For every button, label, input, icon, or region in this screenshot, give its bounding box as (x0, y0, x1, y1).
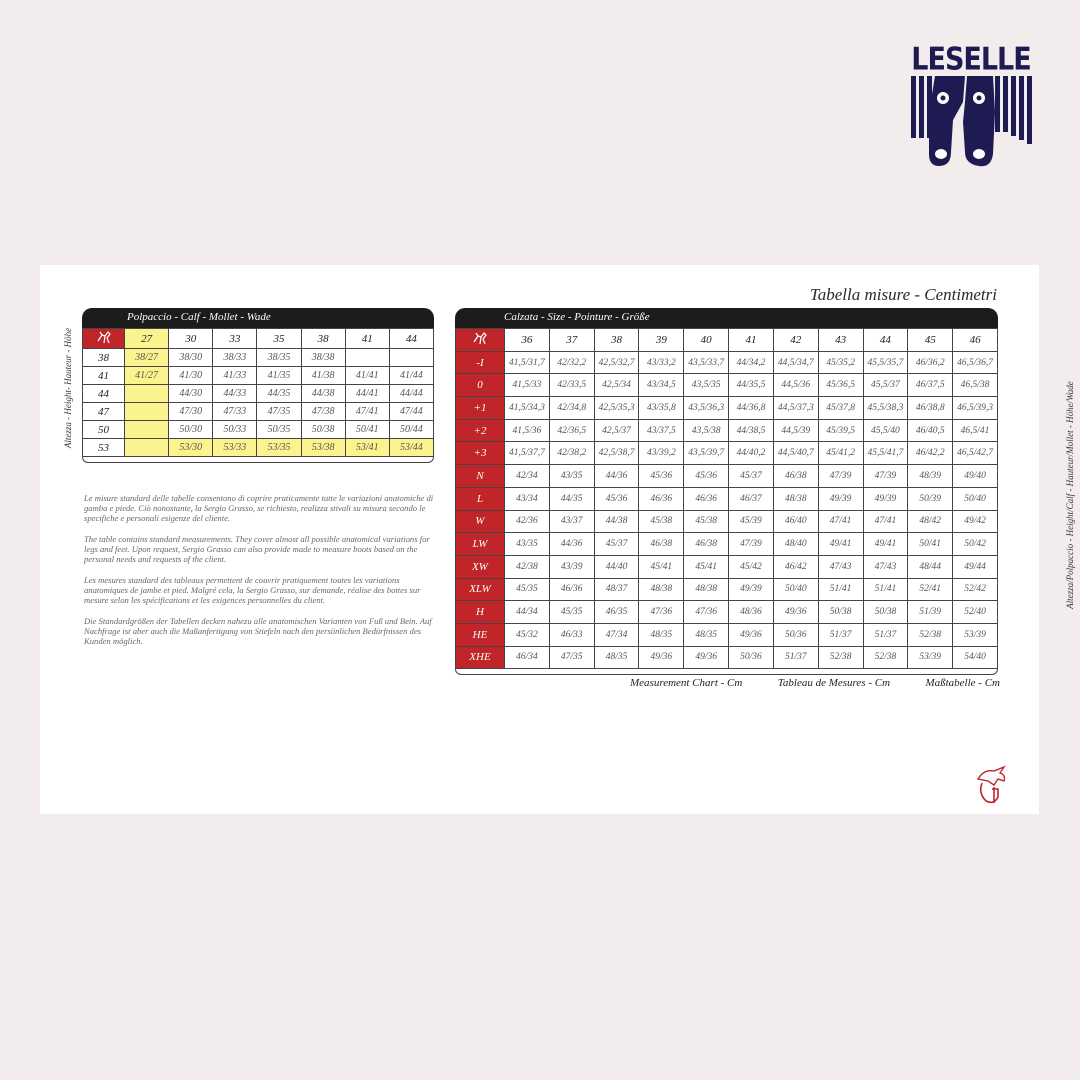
table-cell: 51/39 (908, 601, 953, 624)
table-cell: 44/38,5 (729, 419, 774, 442)
table-cell: 45/41,2 (818, 442, 863, 465)
row-label: XW (456, 555, 505, 578)
size-col-header: 36 (505, 329, 550, 352)
table-cell (345, 349, 389, 367)
table-cell: 47/39 (818, 465, 863, 488)
table-cell: 45/36 (684, 465, 729, 488)
table-cell: 44/36,8 (729, 397, 774, 420)
table-row (83, 367, 434, 385)
table-row (456, 442, 998, 465)
table-cell: 50/41 (345, 421, 389, 439)
table-cell: 45,5/37 (863, 374, 908, 397)
table-cell: 48/38 (773, 487, 818, 510)
table-cell: 41,5/33 (505, 374, 550, 397)
measurement-sheet (40, 265, 1075, 814)
table-cell: 48/36 (729, 601, 774, 624)
table-cell: 43,5/36,3 (684, 397, 729, 420)
table-cell: 49/39 (818, 487, 863, 510)
table-cell: 50/30 (169, 421, 213, 439)
table-cell: 41/44 (389, 367, 433, 385)
table-cell: 46/38,8 (908, 397, 953, 420)
table-cell: 42,5/35,3 (594, 397, 639, 420)
table-cell: 42/34,8 (549, 397, 594, 420)
table-cell: 46/42,2 (908, 442, 953, 465)
table-cell (125, 421, 169, 439)
size-col-header: 39 (639, 329, 684, 352)
table-cell: 44/34,2 (729, 351, 774, 374)
table-cell: 44/40 (594, 555, 639, 578)
table-cell: 49/44 (953, 555, 998, 578)
table-cell: 42/34 (505, 465, 550, 488)
table-cell: 45/36 (594, 487, 639, 510)
table-cell: 46/36 (639, 487, 684, 510)
table-cell: 42,5/32,7 (594, 351, 639, 374)
table-row (456, 351, 998, 374)
table-cell: 43/34,5 (639, 374, 684, 397)
table-cell (125, 439, 169, 457)
table-cell: 45/42 (729, 555, 774, 578)
table-cell: 44,5/37,3 (773, 397, 818, 420)
table-cell: 43/37 (549, 510, 594, 533)
table-cell: 47/38 (301, 403, 345, 421)
calf-col-header: 27 (125, 329, 169, 349)
table-cell: 46/37,5 (908, 374, 953, 397)
table-cell: 53/39 (908, 646, 953, 669)
table-cell: 43/35,8 (639, 397, 684, 420)
table-cell: 46/34 (505, 646, 550, 669)
table-cell: 52/42 (953, 578, 998, 601)
table-cell: 45,5/41,7 (863, 442, 908, 465)
row-label: N (456, 465, 505, 488)
table-cell: 47/41 (345, 403, 389, 421)
table-cell: 46/36 (549, 578, 594, 601)
table-cell: 48/39 (908, 465, 953, 488)
table-cell (125, 385, 169, 403)
row-label: 44 (83, 385, 125, 403)
table-cell: 41,5/34,3 (505, 397, 550, 420)
table-cell: 49/39 (863, 487, 908, 510)
calf-table-side-label: Altezza - Height- Hauteur - Höhe (63, 327, 73, 449)
size-table-grid (455, 328, 998, 669)
table-cell: 38/33 (213, 349, 257, 367)
table-cell (125, 403, 169, 421)
table-row (83, 439, 434, 457)
table-cell: 48/38 (639, 578, 684, 601)
table-cell: 50/44 (389, 421, 433, 439)
table-cell: 52/40 (953, 601, 998, 624)
table-cell: 53/39 (953, 623, 998, 646)
table-cell: 46/36 (684, 487, 729, 510)
description-it: Le misure standard delle tabelle consentono di coprire praticamente tutte le variazioni anatomiche di gamba e piede. Ciò nonostante, la Sergio Grasso, se richiesto, realizza stivali su misura secondo le specifiche e personali esigenze del cliente. (84, 493, 434, 523)
table-cell: 41/27 (125, 367, 169, 385)
table-cell: 49/36 (684, 646, 729, 669)
footer-label-en: Measurement Chart - Cm (630, 677, 743, 689)
footer-labels (630, 677, 1000, 689)
row-label: H (456, 601, 505, 624)
table-cell: 42/36 (505, 510, 550, 533)
table-cell: 45/37 (729, 465, 774, 488)
table-cell: 41,5/37,7 (505, 442, 550, 465)
calf-col-header: 41 (345, 329, 389, 349)
table-cell: 50/33 (213, 421, 257, 439)
table-cell: 46/38 (639, 533, 684, 556)
table-cell: 42/36,5 (549, 419, 594, 442)
size-col-header: 43 (818, 329, 863, 352)
table-cell: 46/35 (594, 601, 639, 624)
size-col-header: 40 (684, 329, 729, 352)
table-cell: 49/41 (863, 533, 908, 556)
size-header-row (456, 329, 998, 352)
table-cell: 43/35 (505, 533, 550, 556)
table-cell: 53/38 (301, 439, 345, 457)
description-fr: Les mesures standard des tableaux permettent de couvrir pratiquement toutes les variations anatomiques de jambe et pied. Malgré cela, la Sergio Grasso, sur demande, réalise des bottes sur mesure selon les spécifications et les exigences personnelles du client. (84, 575, 421, 605)
table-cell: 44/33 (213, 385, 257, 403)
table-cell: 49/40 (953, 465, 998, 488)
size-table-bottom (455, 669, 998, 675)
table-row (83, 349, 434, 367)
table-cell: 42/38,2 (549, 442, 594, 465)
table-cell: 38/27 (125, 349, 169, 367)
table-row (456, 487, 998, 510)
table-cell: 52/38 (908, 623, 953, 646)
table-cell: 49/36 (729, 623, 774, 646)
table-cell: 46/42 (773, 555, 818, 578)
table-cell: 41/41 (345, 367, 389, 385)
table-cell: 49/36 (639, 646, 684, 669)
size-col-header: 45 (908, 329, 953, 352)
size-table-header: Calzata - Size - Pointure - Größe (455, 308, 998, 328)
table-cell: 45,5/38,3 (863, 397, 908, 420)
table-cell: 45/38 (639, 510, 684, 533)
table-cell: 50/42 (953, 533, 998, 556)
table-cell: 51/41 (818, 578, 863, 601)
table-cell: 38/30 (169, 349, 213, 367)
table-cell: 42/38 (505, 555, 550, 578)
table-cell: 50/40 (953, 487, 998, 510)
table-cell: 53/41 (345, 439, 389, 457)
table-cell: 43/34 (505, 487, 550, 510)
table-cell: 50/39 (908, 487, 953, 510)
calf-col-header: 38 (301, 329, 345, 349)
table-cell: 46,5/39,3 (953, 397, 998, 420)
table-row (456, 465, 998, 488)
row-label: 38 (83, 349, 125, 367)
footer-label-de: Maßtabelle - Cm (925, 677, 1000, 689)
table-cell: 50/36 (729, 646, 774, 669)
table-cell: 48/37 (594, 578, 639, 601)
table-cell: 48/35 (684, 623, 729, 646)
table-cell: 45/32 (505, 623, 550, 646)
description-de: Die Standardgrößen der Tabellen decken nahezu alle anatomischen Varianten von Fuß und Bein. Auf Nachfrage ist aber auch die Maßanfertigung von Stiefeln nach den persönlichen Bedürfnissen des Kunden möglich. (84, 616, 432, 646)
table-cell: 43,5/38 (684, 419, 729, 442)
table-cell: 50/36 (773, 623, 818, 646)
horse-jockey-icon (456, 329, 505, 352)
table-cell: 44/36 (549, 533, 594, 556)
table-cell: 46,5/36,7 (953, 351, 998, 374)
table-cell: 41/33 (213, 367, 257, 385)
leselle-logo (905, 42, 1037, 172)
table-cell: 46/40 (773, 510, 818, 533)
table-cell: 44/35 (549, 487, 594, 510)
table-row (83, 421, 434, 439)
table-cell: 50/38 (863, 601, 908, 624)
table-cell: 47/43 (818, 555, 863, 578)
table-cell: 45/41 (639, 555, 684, 578)
size-col-header: 38 (594, 329, 639, 352)
row-label: XHE (456, 646, 505, 669)
table-cell: 49/41 (818, 533, 863, 556)
size-table (455, 308, 998, 675)
table-cell: 53/33 (213, 439, 257, 457)
table-cell: 48/40 (773, 533, 818, 556)
table-cell: 43/39,2 (639, 442, 684, 465)
table-cell: 46,5/41 (953, 419, 998, 442)
table-cell: 46/37 (729, 487, 774, 510)
row-label: 0 (456, 374, 505, 397)
table-cell: 50/35 (257, 421, 301, 439)
table-cell: 45/36 (639, 465, 684, 488)
size-table-side-label: Altezza/Polpaccio - Height/Calf - Hauteur/Mollet - Höhe/Wade (1065, 381, 1075, 609)
table-row (456, 578, 998, 601)
size-col-header: 37 (549, 329, 594, 352)
table-cell: 44/44 (389, 385, 433, 403)
table-cell: 47/33 (213, 403, 257, 421)
table-cell: 49/39 (729, 578, 774, 601)
table-cell: 47/39 (863, 465, 908, 488)
row-label: 53 (83, 439, 125, 457)
size-col-header: 41 (729, 329, 774, 352)
table-cell: 47/30 (169, 403, 213, 421)
table-cell: 52/41 (908, 578, 953, 601)
table-cell: 42,5/37 (594, 419, 639, 442)
table-cell: 45/37,8 (818, 397, 863, 420)
table-cell: 41/30 (169, 367, 213, 385)
table-cell: 47/41 (863, 510, 908, 533)
table-cell: 43,5/39,7 (684, 442, 729, 465)
table-cell: 41/38 (301, 367, 345, 385)
row-label: 50 (83, 421, 125, 439)
row-label: +1 (456, 397, 505, 420)
table-cell: 46/38 (773, 465, 818, 488)
table-cell: 44,5/34,7 (773, 351, 818, 374)
table-row (456, 397, 998, 420)
table-cell: 48/44 (908, 555, 953, 578)
table-cell: 47/44 (389, 403, 433, 421)
table-cell: 44/38 (594, 510, 639, 533)
table-row (456, 646, 998, 669)
table-cell: 44/30 (169, 385, 213, 403)
footer-label-fr: Tableau de Mesures - Cm (777, 677, 891, 689)
table-cell: 47/36 (684, 601, 729, 624)
table-cell: 44,5/40,7 (773, 442, 818, 465)
size-col-header: 46 (953, 329, 998, 352)
row-label: 47 (83, 403, 125, 421)
table-cell: 48/35 (639, 623, 684, 646)
calf-table (82, 308, 434, 463)
row-label: +2 (456, 419, 505, 442)
table-cell: 48/35 (594, 646, 639, 669)
table-cell: 46,5/38 (953, 374, 998, 397)
table-cell: 47/39 (729, 533, 774, 556)
table-cell: 47/41 (818, 510, 863, 533)
table-cell: 44/38 (301, 385, 345, 403)
table-cell: 50/38 (301, 421, 345, 439)
table-row (83, 385, 434, 403)
calf-header-row (83, 329, 434, 349)
sheet-title: Tabella misure - Centimetri (809, 285, 997, 304)
table-cell: 38/35 (257, 349, 301, 367)
table-cell: 47/35 (549, 646, 594, 669)
row-label: LW (456, 533, 505, 556)
table-cell: 52/38 (818, 646, 863, 669)
table-cell: 45,5/35,7 (863, 351, 908, 374)
description-en: The table contains standard measurements. They cover almost all possible anatomical variations for legs and feet. Upon request, Sergio Grasso can also provide made to measure boots based on the personal needs and requests of the client. (84, 534, 430, 564)
table-cell: 43/37,5 (639, 419, 684, 442)
table-cell: 44/35,5 (729, 374, 774, 397)
table-row (456, 555, 998, 578)
row-label: XLW (456, 578, 505, 601)
calf-table-grid (82, 328, 434, 457)
table-cell: 48/38 (684, 578, 729, 601)
table-cell: 43,5/33,7 (684, 351, 729, 374)
table-cell: 41,5/36 (505, 419, 550, 442)
table-cell: 47/35 (257, 403, 301, 421)
table-row (456, 623, 998, 646)
table-cell: 51/41 (863, 578, 908, 601)
size-col-header: 42 (773, 329, 818, 352)
table-cell: 45/35 (549, 601, 594, 624)
table-cell: 51/37 (818, 623, 863, 646)
table-cell: 51/37 (863, 623, 908, 646)
row-label: -I (456, 351, 505, 374)
table-cell: 45/37 (594, 533, 639, 556)
table-cell: 46/40,5 (908, 419, 953, 442)
table-cell: 45/39,5 (818, 419, 863, 442)
logo-text: LESELLE (911, 41, 1031, 78)
table-cell: 43,5/35 (684, 374, 729, 397)
table-row (456, 419, 998, 442)
table-cell: 41,5/31,7 (505, 351, 550, 374)
table-cell: 44,5/39 (773, 419, 818, 442)
table-cell: 45/39 (729, 510, 774, 533)
table-cell: 53/35 (257, 439, 301, 457)
table-cell: 44/36 (594, 465, 639, 488)
calf-col-header: 30 (169, 329, 213, 349)
table-row (456, 374, 998, 397)
table-cell: 45/35,2 (818, 351, 863, 374)
table-cell: 43/35 (549, 465, 594, 488)
table-cell: 50/40 (773, 578, 818, 601)
table-row (83, 403, 434, 421)
table-cell: 46/38 (684, 533, 729, 556)
calf-col-header: 35 (257, 329, 301, 349)
table-cell: 49/36 (773, 601, 818, 624)
table-cell: 42/32,2 (549, 351, 594, 374)
table-cell (389, 349, 433, 367)
description-block (84, 493, 434, 657)
table-cell: 47/34 (594, 623, 639, 646)
table-cell: 53/44 (389, 439, 433, 457)
row-label: W (456, 510, 505, 533)
row-label: HE (456, 623, 505, 646)
calf-col-header: 33 (213, 329, 257, 349)
row-label: +3 (456, 442, 505, 465)
row-label: L (456, 487, 505, 510)
horse-jockey-icon (83, 329, 125, 349)
table-cell: 49/42 (953, 510, 998, 533)
calf-col-header: 44 (389, 329, 433, 349)
calf-table-header: Polpaccio - Calf - Mollet - Wade (82, 308, 434, 328)
table-cell: 45/35 (505, 578, 550, 601)
table-cell: 45/36,5 (818, 374, 863, 397)
table-cell: 50/41 (908, 533, 953, 556)
table-cell: 52/38 (863, 646, 908, 669)
size-col-header: 44 (863, 329, 908, 352)
sergio-grasso-horse-logo-icon (974, 765, 1010, 805)
table-cell: 42,5/38,7 (594, 442, 639, 465)
table-cell: 44/40,2 (729, 442, 774, 465)
table-cell: 46/36,2 (908, 351, 953, 374)
table-cell: 46,5/42,7 (953, 442, 998, 465)
table-cell: 44,5/36 (773, 374, 818, 397)
table-cell: 47/36 (639, 601, 684, 624)
row-label: 41 (83, 367, 125, 385)
table-cell: 42,5/34 (594, 374, 639, 397)
calf-table-bottom (82, 457, 434, 463)
table-cell: 46/33 (549, 623, 594, 646)
table-row (456, 601, 998, 624)
table-cell: 54/40 (953, 646, 998, 669)
table-cell: 44/35 (257, 385, 301, 403)
table-cell: 48/42 (908, 510, 953, 533)
table-cell: 43/33,2 (639, 351, 684, 374)
table-cell: 45,5/40 (863, 419, 908, 442)
table-cell: 44/34 (505, 601, 550, 624)
table-cell: 41/35 (257, 367, 301, 385)
table-cell: 50/38 (818, 601, 863, 624)
table-cell: 44/41 (345, 385, 389, 403)
table-cell: 45/41 (684, 555, 729, 578)
table-cell: 47/43 (863, 555, 908, 578)
table-row (456, 533, 998, 556)
table-cell: 43/39 (549, 555, 594, 578)
table-cell: 42/33,5 (549, 374, 594, 397)
table-row (456, 510, 998, 533)
table-cell: 45/38 (684, 510, 729, 533)
table-cell: 51/37 (773, 646, 818, 669)
table-cell: 53/30 (169, 439, 213, 457)
table-cell: 38/38 (301, 349, 345, 367)
